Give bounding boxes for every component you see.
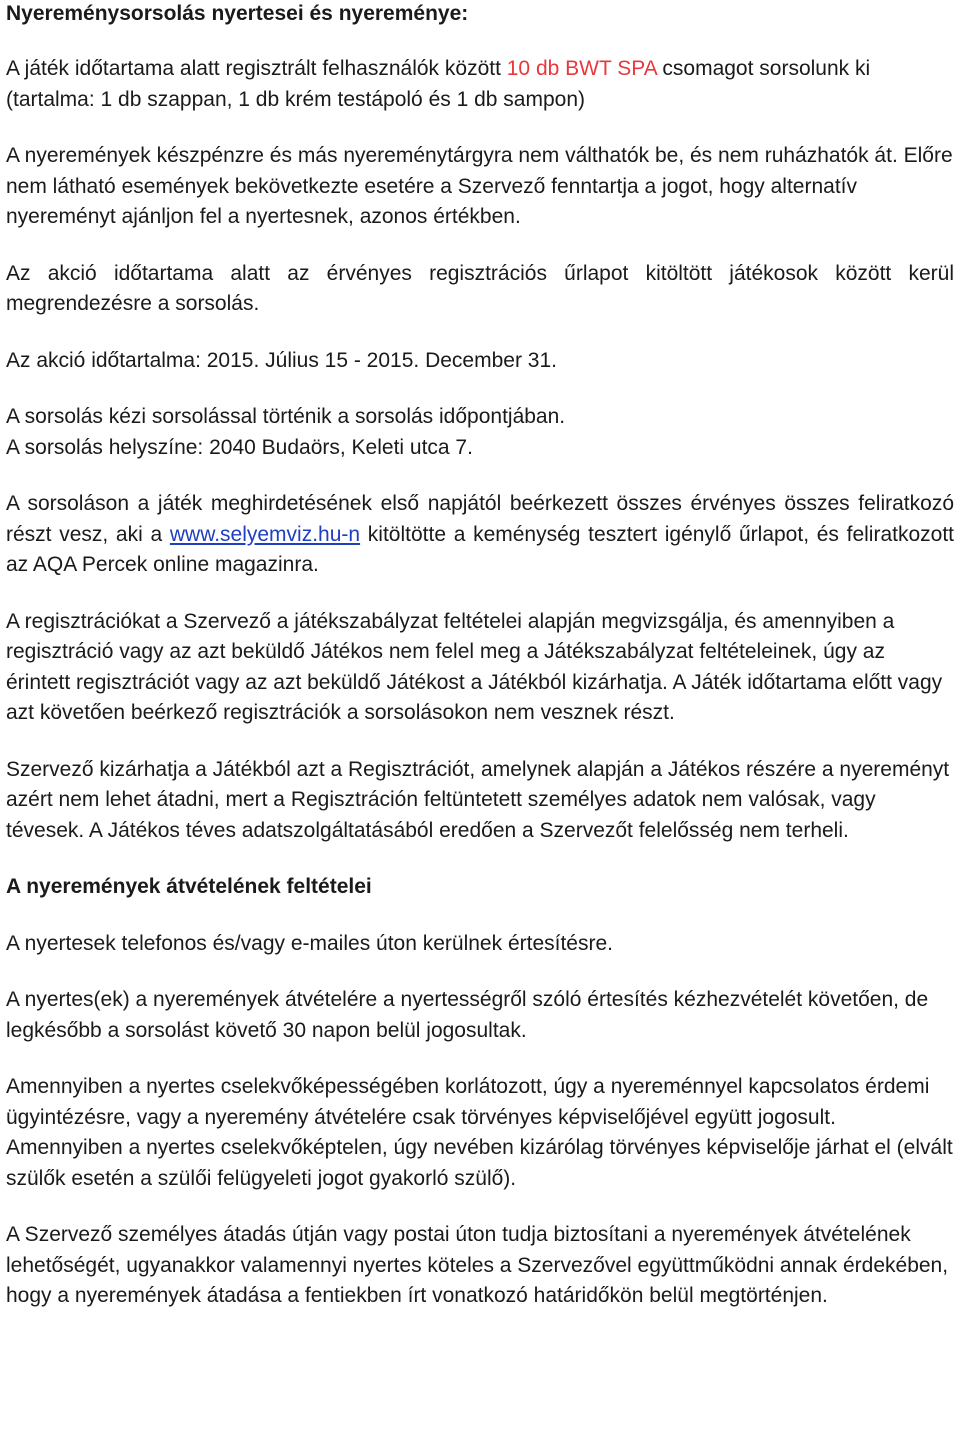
exclusion-paragraph: Szervező kizárhatja a Játékból azt a Regisztrációt, amelynek alapján a Játékos részére a nyereményt azért nem lehet átadni, mert a Regisztráción feltüntetett személyes adatok nem valósak, vagy tévesek. A Játékos téves adatszolgáltatásából eredően a Szervezőt felelősség nem terheli. [6, 757, 950, 842]
prize-terms-paragraph: A nyeremények készpénzre és más nyereménytárgyra nem válthatók be, és nem ruházhatók át. Előre nem látható események bekövetkezte esetére a Szervező fenntartja a jogot, hogy alternatív nyereményt ajánljon fel a nyertesnek, azonos értékben. [6, 144, 953, 228]
legal-capacity-paragraph: Amennyiben a nyertes cselekvőképességében korlátozott, úgy a nyereménnyel kapcsolatos érdemi ügyintézésre, vagy a nyeremény átvételére csak törvényes képviselőjével együtt jogosult. Amennyiben a nyertes cselekvőképtelen, úgy nevében kizárólag törvényes képviselője járhat el (elvált szülők esetén a szülői felügyeleti jogot gyakorló szülő). [6, 1075, 953, 1190]
notification-paragraph: A nyertesek telefonos és/vagy e-mailes úton kerülnek értesítésre. [6, 931, 613, 955]
campaign-period-paragraph: Az akció időtartalma: 2015. Július 15 - 2015. December 31. [6, 348, 557, 372]
participants-paragraph [6, 489, 954, 581]
draw-method-line: A sorsolás kézi sorsolással történik a sorsolás időpontjában. [6, 405, 566, 428]
prize-text-after: csomagot sorsolunk ki (tartalma: 1 db szappan, 1 db krém testápoló és 1 db sampon) [6, 57, 871, 111]
delivery-paragraph: A Szervező személyes átadás útján vagy postai úton tudja biztosítani a nyeremények átvételének lehetőségét, ugyanakkor valamennyi nyertes köteles a Szervezővel együttműködni annak érdekében, hogy a nyeremények átadása a fentiekben írt vonatkozó határidőkön belül megtörténjen. [6, 1223, 949, 1307]
claim-deadline-paragraph: A nyertes(ek) a nyeremények átvételére a nyertességről szóló értesítés kézhezvételét követően, de legkésőbb a sorsolást követő 30 napon belül jogosultak. [6, 988, 929, 1042]
draw-eligibility-paragraph: Az akció időtartama alatt az érvényes regisztrációs űrlapot kitöltött játékosok között kerül megrendezésre a sorsolás. [6, 261, 954, 315]
document-page [0, 2, 960, 1312]
page-title: Nyereménysorsolás nyertesei és nyereménye: [6, 2, 469, 25]
participants-text-after: kitöltötte a keménység tesztert igénylő űrlapot, és feliratkozott az AQA Percek online magazinra. [6, 522, 954, 576]
prize-text-before: A játék időtartama alatt regisztrált felhasználók között [6, 57, 507, 80]
section-heading-prize-conditions: A nyeremények átvételének feltételei [6, 875, 372, 898]
prize-paragraph [6, 54, 954, 115]
participants-text-before: A sorsoláson a játék meghirdetésének első napjától beérkezett összes érvényes összes feliratkozó részt vesz, aki a [6, 492, 954, 546]
registration-review-paragraph: A regisztrációkat a Szervező a játékszabályzat feltételei alapján megvizsgálja, és amennyiben a regisztráció vagy az azt beküldő Játékos nem felel meg a Játékszabályzat feltételeinek, úgy az érintett regisztrációt vagy az azt beküldő Játékost a Játékból kizárhatja. A Játék időtartama előtt vagy azt követően beérkező regisztrációk a sorsolásokon nem vesznek részt. [6, 609, 943, 724]
selyemviz-link[interactable]: www.selyemviz.hu-n [169, 522, 361, 546]
draw-location-line: A sorsolás helyszíne: 2040 Budaörs, Keleti utca 7. [6, 435, 473, 459]
prize-highlight: 10 db BWT SPA [506, 57, 657, 80]
